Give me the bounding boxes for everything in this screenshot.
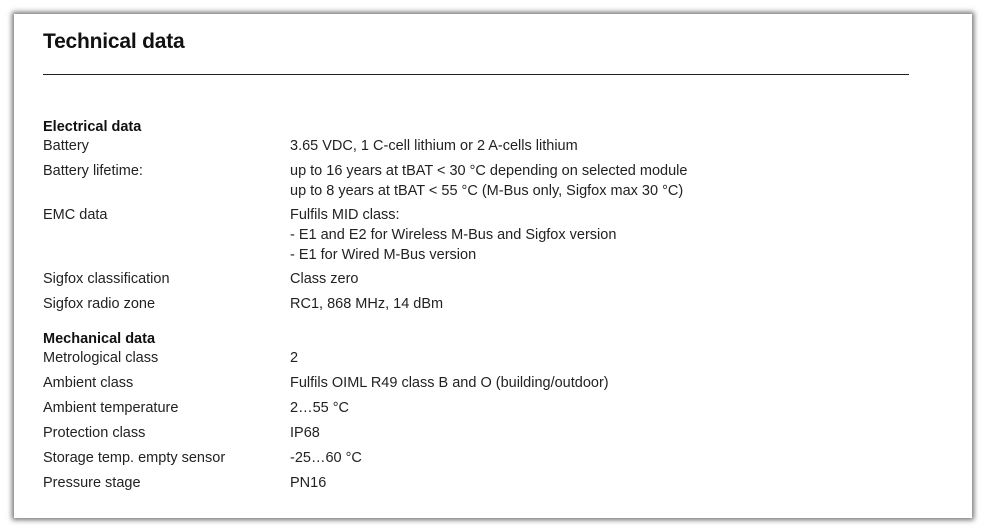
spec-value [290,205,923,265]
spec-value-line: 2 [290,350,299,366]
spec-label: Ambient temperature [43,400,179,416]
spec-value [290,373,923,393]
spec-row-metrological-class [43,348,923,368]
spec-row-sigfox-classification [43,269,923,289]
spec-row-protection-class [43,423,923,443]
spec-value-line: RC1, 868 MHz, 14 dBm [290,296,444,312]
spec-value-line: IP68 [290,425,320,441]
technical-data-panel [14,14,972,518]
spec-value [290,269,923,289]
spec-value-line: up to 16 years at tBAT < 30 °C depending on selected module [290,163,688,179]
spec-label: Battery lifetime: [43,163,143,179]
title-divider [43,74,909,75]
spec-label: Protection class [43,425,146,441]
section-heading-electrical: Electrical data [43,119,142,135]
spec-value-line: 2…55 °C [290,400,349,416]
spec-label: Sigfox radio zone [43,296,156,312]
spec-value [290,136,923,156]
spec-row-emc-data [43,205,923,265]
spec-value [290,398,923,418]
spec-label: Sigfox classification [43,271,170,287]
spec-label: EMC data [43,207,108,223]
spec-row-sigfox-radio-zone [43,294,923,314]
spec-value [290,161,923,201]
spec-value-line: 3.65 VDC, 1 C-cell lithium or 2 A-cells lithium [290,138,578,154]
spec-label: Pressure stage [43,475,141,491]
spec-value [290,423,923,443]
spec-value-line: Fulfils OIML R49 class B and O (building/outdoor) [290,375,609,391]
spec-value-line: up to 8 years at tBAT < 55 °C (M-Bus only, Sigfox max 30 °C) [290,183,684,199]
spec-row-battery [43,136,923,156]
spec-label: Battery [43,138,89,154]
spec-content [43,118,923,493]
spec-value [290,348,923,368]
spec-value-line: - E1 and E2 for Wireless M-Bus and Sigfox version [290,227,617,243]
spec-row-battery-lifetime [43,161,923,201]
spec-value-line: -25…60 °C [290,450,362,466]
spec-value-line: Fulfils MID class: [290,207,400,223]
spec-value [290,473,923,493]
page-title: Technical data [43,30,185,53]
spec-row-ambient-class [43,373,923,393]
spec-value [290,448,923,468]
spec-value-line: PN16 [290,475,327,491]
spec-value-line: Class zero [290,271,359,287]
spec-row-ambient-temperature [43,398,923,418]
spec-value-line: - E1 for Wired M-Bus version [290,247,477,263]
spec-value [290,294,923,314]
spec-row-pressure-stage [43,473,923,493]
section-heading-mechanical: Mechanical data [43,331,156,347]
spec-row-storage-temp [43,448,923,468]
spec-label: Metrological class [43,350,159,366]
spec-label: Ambient class [43,375,134,391]
spec-label: Storage temp. empty sensor [43,450,226,466]
